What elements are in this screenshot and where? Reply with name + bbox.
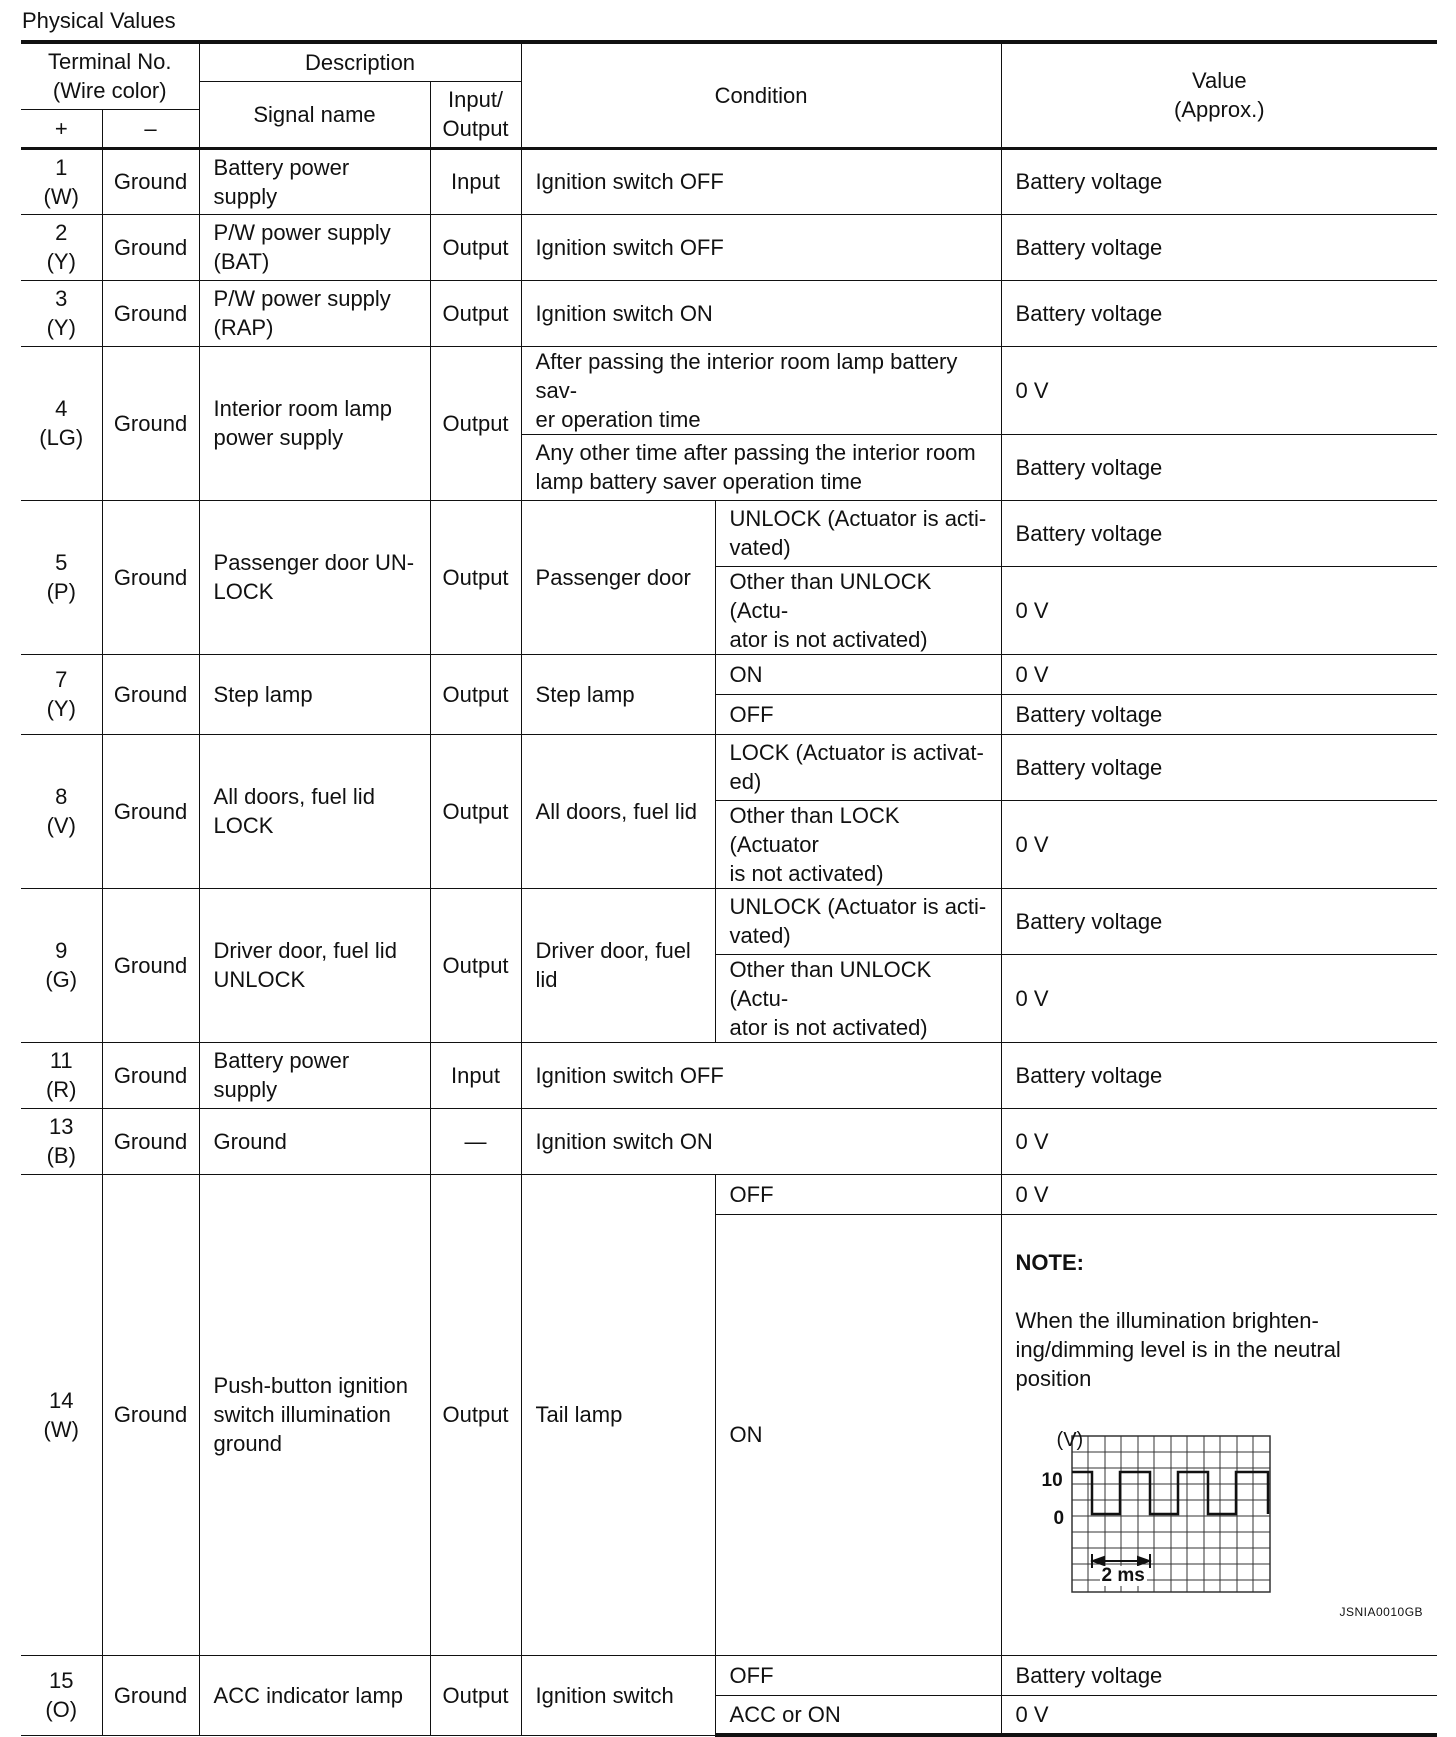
value: 0 V: [1001, 800, 1437, 888]
condition-state: OFF: [715, 694, 1001, 734]
signal-name: Push-button ignition switch illumination ground: [199, 1174, 430, 1655]
table-row: [21, 500, 1437, 566]
table-row: [21, 1174, 1437, 1214]
signal-name-header: Signal name: [199, 81, 430, 148]
signal-name: ACC indicator lamp: [199, 1655, 430, 1735]
input-output: Output: [430, 280, 521, 346]
terminal-plus: 1 (W): [21, 148, 102, 214]
table-row: [21, 280, 1437, 346]
table-row: [21, 734, 1437, 800]
terminal-minus: Ground: [102, 148, 199, 214]
input-output: Output: [430, 654, 521, 734]
condition: Driver door, fuel lid: [521, 888, 715, 1042]
condition-state: Other than UNLOCK (Actu- ator is not activated): [715, 566, 1001, 654]
waveform-figure: [1016, 1426, 1424, 1626]
table-row: [21, 888, 1437, 954]
terminal-header: Terminal No. (Wire color): [21, 42, 199, 109]
input-output: Output: [430, 500, 521, 654]
value: Battery voltage: [1001, 1042, 1437, 1108]
value: Battery voltage: [1001, 734, 1437, 800]
table-row: [21, 214, 1437, 280]
condition: Ignition switch ON: [521, 1108, 1001, 1174]
condition: After passing the interior room lamp battery sav- er operation time: [521, 346, 1001, 434]
y-low-label: 0: [1053, 1507, 1065, 1529]
value: Battery voltage: [1001, 280, 1437, 346]
terminal-minus: Ground: [102, 888, 199, 1042]
terminal-plus: 2 (Y): [21, 214, 102, 280]
condition-state: UNLOCK (Actuator is acti- vated): [715, 500, 1001, 566]
terminal-plus: 15 (O): [21, 1655, 102, 1735]
terminal-minus: Ground: [102, 214, 199, 280]
input-output: Output: [430, 346, 521, 500]
y-unit-label: (V): [1056, 1428, 1084, 1451]
signal-name: Battery power supply: [199, 148, 430, 214]
value: Battery voltage: [1001, 434, 1437, 500]
minus-header: –: [102, 109, 199, 148]
condition: Any other time after passing the interior room lamp battery saver operation time: [521, 434, 1001, 500]
condition: Passenger door: [521, 500, 715, 654]
note-text: When the illumination brighten- ing/dimming level is in the neutral position: [1015, 1307, 1341, 1391]
terminal-plus: 13 (B): [21, 1108, 102, 1174]
value: 0 V: [1001, 346, 1437, 434]
table-row: [21, 1108, 1437, 1174]
table-row: [21, 1042, 1437, 1108]
value: Battery voltage: [1001, 148, 1437, 214]
condition-state: ON: [715, 654, 1001, 694]
input-output: Output: [430, 214, 521, 280]
table-row: [21, 346, 1437, 434]
terminal-plus: 7 (Y): [21, 654, 102, 734]
signal-name: P/W power supply (BAT): [199, 214, 430, 280]
terminal-minus: Ground: [102, 280, 199, 346]
terminal-plus: 8 (V): [21, 734, 102, 888]
condition-state: LOCK (Actuator is activat- ed): [715, 734, 1001, 800]
plus-header: +: [21, 109, 102, 148]
condition: Ignition switch OFF: [521, 1042, 1001, 1108]
input-output: Input: [430, 1042, 521, 1108]
input-output: Output: [430, 734, 521, 888]
terminal-minus: Ground: [102, 500, 199, 654]
image-code: JSNIA0010GB: [1339, 1604, 1424, 1619]
terminal-minus: Ground: [102, 1108, 199, 1174]
signal-name: All doors, fuel lid LOCK: [199, 734, 430, 888]
description-header: Description: [199, 42, 521, 81]
value: Battery voltage: [1001, 694, 1437, 734]
condition-state: UNLOCK (Actuator is acti- vated): [715, 888, 1001, 954]
signal-name: Driver door, fuel lid UNLOCK: [199, 888, 430, 1042]
signal-name: Ground: [199, 1108, 430, 1174]
condition: Step lamp: [521, 654, 715, 734]
value: Battery voltage: [1001, 214, 1437, 280]
terminal-plus: 9 (G): [21, 888, 102, 1042]
value: 0 V: [1001, 1174, 1437, 1214]
condition: Ignition switch OFF: [521, 148, 1001, 214]
terminal-plus: 4 (LG): [21, 346, 102, 500]
signal-name: Step lamp: [199, 654, 430, 734]
table-row: [21, 1655, 1437, 1695]
terminal-minus: Ground: [102, 734, 199, 888]
note-title: NOTE:: [1015, 1249, 1084, 1275]
signal-name: Battery power supply: [199, 1042, 430, 1108]
input-output: —: [430, 1108, 521, 1174]
value: Battery voltage: [1001, 500, 1437, 566]
terminal-plus: 3 (Y): [21, 280, 102, 346]
condition-state: OFF: [715, 1655, 1001, 1695]
table-row: [21, 148, 1437, 214]
input-output: Input: [430, 148, 521, 214]
value: 0 V: [1001, 1695, 1437, 1735]
input-output: Output: [430, 1174, 521, 1655]
value-note: [1001, 1214, 1437, 1655]
page-title: Physical Values: [22, 8, 176, 33]
input-output-header: Input/ Output: [430, 81, 521, 148]
value: Battery voltage: [1001, 888, 1437, 954]
terminal-minus: Ground: [102, 1174, 199, 1655]
condition: All doors, fuel lid: [521, 734, 715, 888]
value: 0 V: [1001, 566, 1437, 654]
waveform-trace: [1072, 1472, 1268, 1514]
condition-header: Condition: [521, 42, 1001, 148]
condition-state: Other than UNLOCK (Actu- ator is not activated): [715, 954, 1001, 1042]
condition: Ignition switch OFF: [521, 214, 1001, 280]
condition: Ignition switch ON: [521, 280, 1001, 346]
terminal-minus: Ground: [102, 1655, 199, 1735]
value-header: Value (Approx.): [1001, 42, 1437, 148]
condition: Ignition switch: [521, 1655, 715, 1735]
signal-name: Passenger door UN- LOCK: [199, 500, 430, 654]
condition-state: ACC or ON: [715, 1695, 1001, 1735]
value: 0 V: [1001, 954, 1437, 1042]
terminal-plus: 5 (P): [21, 500, 102, 654]
time-label: 2 ms: [1101, 1564, 1145, 1586]
y-high-label: 10: [1041, 1469, 1063, 1491]
terminal-minus: Ground: [102, 346, 199, 500]
condition-state: ON: [715, 1214, 1001, 1655]
terminal-minus: Ground: [102, 1042, 199, 1108]
signal-name: P/W power supply (RAP): [199, 280, 430, 346]
signal-name: Interior room lamp power supply: [199, 346, 430, 500]
terminal-plus: 11 (R): [21, 1042, 102, 1108]
condition: Tail lamp: [521, 1174, 715, 1655]
value: 0 V: [1001, 1108, 1437, 1174]
input-output: Output: [430, 1655, 521, 1735]
table-row: [21, 654, 1437, 694]
value: 0 V: [1001, 654, 1437, 694]
condition-state: Other than LOCK (Actuator is not activated): [715, 800, 1001, 888]
physical-values-table: [21, 40, 1437, 1737]
value: Battery voltage: [1001, 1655, 1437, 1695]
condition-state: OFF: [715, 1174, 1001, 1214]
input-output: Output: [430, 888, 521, 1042]
terminal-plus: 14 (W): [21, 1174, 102, 1655]
terminal-minus: Ground: [102, 654, 199, 734]
